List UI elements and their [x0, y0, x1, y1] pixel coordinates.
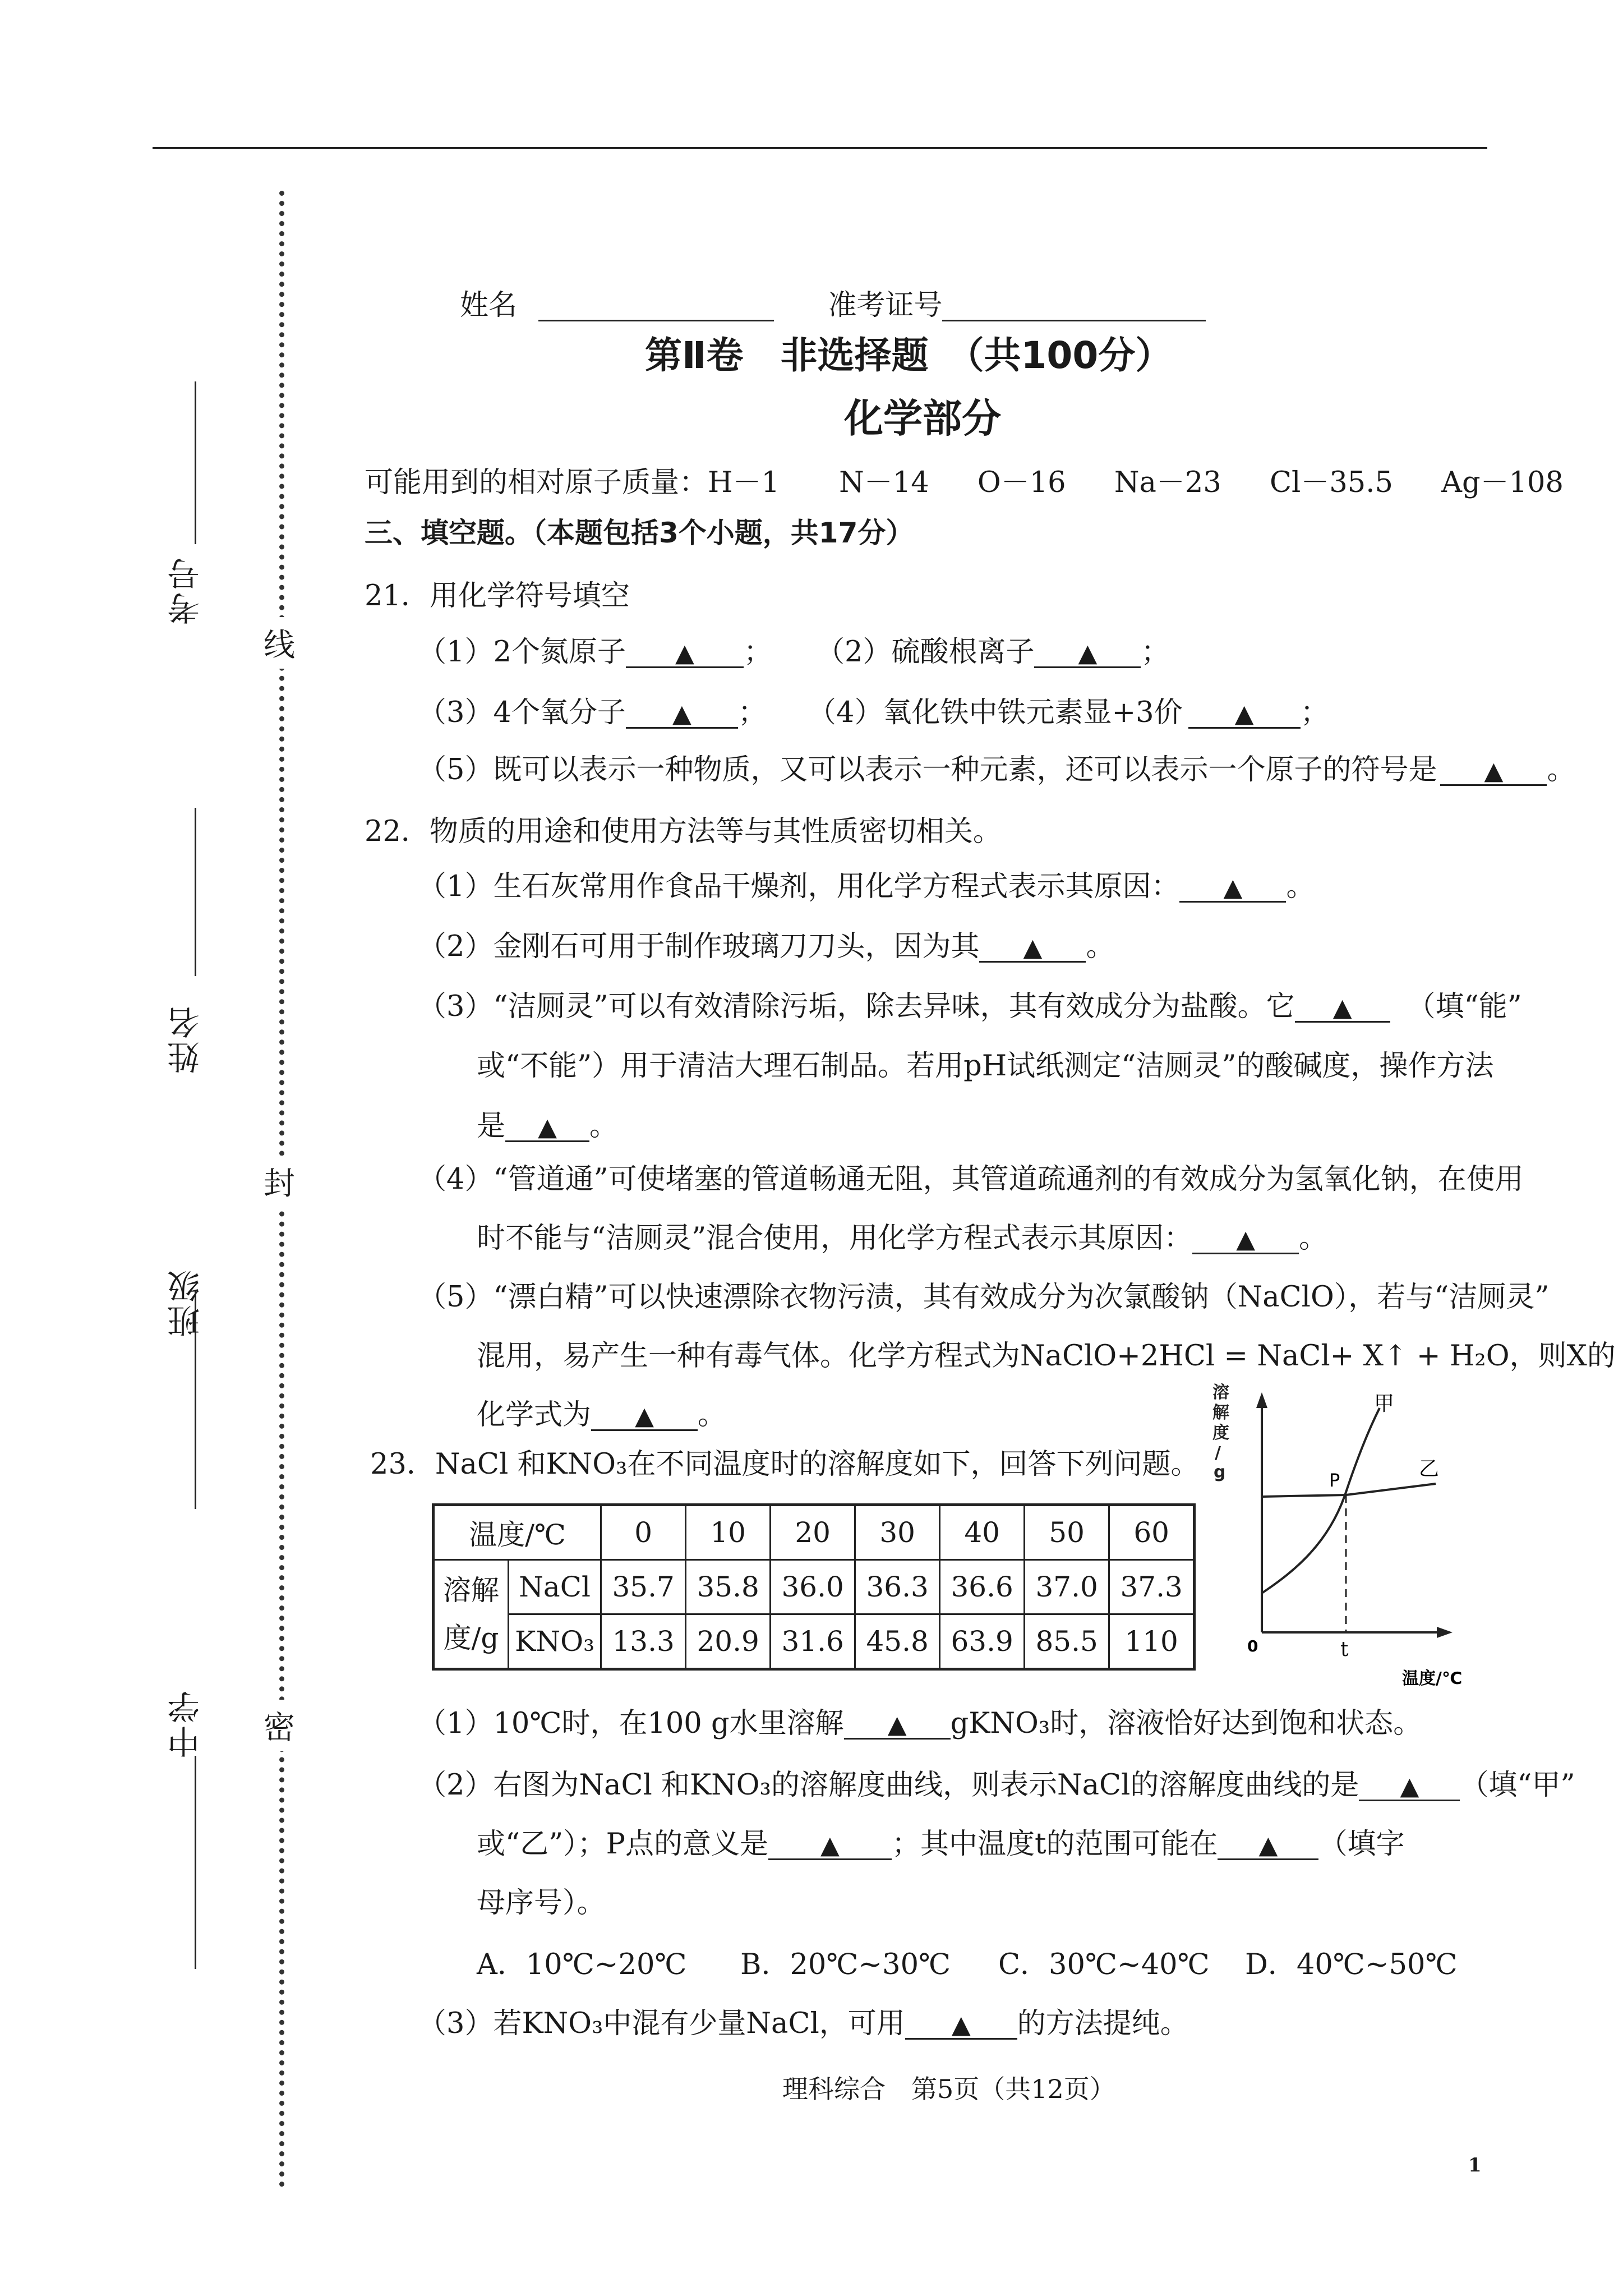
- q23-part2-line2: [477, 1820, 1404, 1862]
- graph-ylabel-char: 解: [1212, 1403, 1229, 1423]
- table-cell: 0: [601, 1505, 686, 1560]
- q23-option-a: A．10℃~20℃: [477, 1948, 687, 1981]
- graph-ylabel-char: /: [1215, 1443, 1221, 1463]
- q22-part2-end: 。: [1086, 930, 1115, 963]
- q23-part2-text-c: 或“乙”）；P点的意义是: [477, 1828, 768, 1861]
- q21-part4-text: （4）氧化铁中铁元素显+3价: [808, 696, 1183, 729]
- table-row-kno3: [434, 1614, 1195, 1669]
- graph-ylabel-char: 度: [1212, 1423, 1229, 1443]
- table-kno3-label: KNO₃: [509, 1614, 601, 1669]
- school-blank: [195, 1756, 196, 1969]
- q22-part3-text-a: （3）“洁厕灵”可以有效清除污垢，除去异味，其有效成分为盐酸。它: [418, 990, 1295, 1023]
- q22-part4-answer[interactable]: [1192, 1224, 1299, 1254]
- q23-part3-text-b: 的方法提纯。: [1017, 2007, 1189, 2040]
- q22-part3-line1: [418, 983, 1522, 1024]
- header-rule: [153, 147, 1487, 149]
- q21-part4-answer[interactable]: [1188, 698, 1301, 729]
- atomic-mass-ag: Ag－108: [1441, 466, 1564, 499]
- table-cell: 20.9: [686, 1614, 771, 1669]
- q21-part5-text: （5）既可以表示一种物质，又可以表示一种元素，还可以表示一个原子的符号是: [418, 753, 1437, 786]
- table-row-label: [434, 1560, 509, 1669]
- q21-part1: [418, 628, 772, 670]
- q23-part3: [418, 2000, 1189, 2041]
- sidebar-class: 班级: [167, 1268, 205, 1337]
- atomic-mass-n: N－14: [839, 466, 929, 499]
- seal-seal-char: 封: [264, 1156, 295, 1207]
- q22-part5-line3: [477, 1391, 726, 1433]
- table-temp-header: 温度/℃: [434, 1505, 601, 1560]
- table-cell: 50: [1025, 1505, 1109, 1560]
- q22-part1-end: 。: [1286, 870, 1315, 903]
- q22-part3-line3: [477, 1102, 618, 1144]
- table-cell: 31.6: [771, 1614, 855, 1669]
- q22-part3-text-b: （填“能”: [1407, 990, 1522, 1023]
- table-cell: 20: [771, 1505, 855, 1560]
- atomic-mass-cl: Cl－35.5: [1270, 466, 1393, 499]
- solubility-graph: [1178, 1380, 1492, 1694]
- q23-part1-text-b: gKNO₃时，溶液恰好达到饱和状态。: [950, 1707, 1422, 1740]
- q23-part3-answer[interactable]: [905, 2009, 1017, 2040]
- table-cell: 13.3: [601, 1614, 686, 1669]
- q23-part2-line1: [418, 1761, 1575, 1803]
- answer-mark-icon: ▲: [1078, 639, 1098, 668]
- atomic-mass-row: [365, 459, 1564, 500]
- q23-part1-answer[interactable]: [844, 1709, 951, 1740]
- seal-secret-char: 密: [264, 1700, 295, 1751]
- answer-mark-icon: ▲: [675, 639, 694, 668]
- q22-part1-answer[interactable]: [1179, 872, 1286, 903]
- graph-origin: 0: [1247, 1637, 1258, 1655]
- sidebar-school: 中学: [167, 1688, 205, 1758]
- q21-part3-answer[interactable]: [626, 698, 738, 729]
- graph-y-arrow-icon: [1256, 1392, 1267, 1408]
- q23-part2-text-d: ；其中温度t的范围可能在: [891, 1828, 1218, 1861]
- q22-part1-text: （1）生石灰常用作食品干燥剂，用化学方程式表示其原因：: [418, 870, 1180, 903]
- q23-option-c: C．30℃~40℃: [998, 1948, 1210, 1981]
- graph-t-label: t: [1340, 1638, 1349, 1661]
- q22-part4-line2: [477, 1214, 1327, 1256]
- q22-part2: [418, 923, 1114, 964]
- q22-part3-line2: 或“不能”）用于清洁大理石制品。若用pH试纸测定“洁厕灵”的酸碱度，操作方法: [477, 1050, 1494, 1083]
- q22-part4-line1: （4）“管道通”可使堵塞的管道畅通无阻，其管道疏通剂的有效成分为氢氧化钠，在使用: [418, 1163, 1524, 1196]
- page-footer: 理科综合 第5页（共12页）: [782, 2074, 1115, 2104]
- q23-part2-line3: 母序号）。: [477, 1887, 606, 1920]
- table-cell: 40: [940, 1505, 1025, 1560]
- graph-label-yi: 乙: [1419, 1457, 1440, 1480]
- q22-part4-end: 。: [1299, 1222, 1328, 1255]
- q22-part5-line1: （5）“漂白精”可以快速漂除衣物污渍，其有效成分为次氯酸钠（NaClO），若与“洁厕灵”: [418, 1281, 1550, 1314]
- answer-mark-icon: ▲: [1258, 1831, 1278, 1860]
- answer-mark-icon: ▲: [887, 1710, 907, 1739]
- table-cell: 37.3: [1109, 1560, 1195, 1614]
- table-cell: 60: [1109, 1505, 1195, 1560]
- atomic-mass-o: O－16: [977, 466, 1066, 499]
- sidebar-name: 姓名: [167, 1004, 205, 1074]
- seal-line-char: 线: [264, 617, 295, 669]
- q21-part1-sep: ；: [743, 636, 772, 669]
- exam-no-label: 准考证号: [828, 289, 943, 322]
- table-cell: 110: [1109, 1614, 1195, 1669]
- answer-mark-icon: ▲: [672, 700, 691, 728]
- q21-part2: [816, 628, 1169, 670]
- q22-part2-text: （2）金刚石可用于制作玻璃刀刀头，因为其: [418, 930, 980, 963]
- q22-part1: [418, 863, 1315, 904]
- answer-mark-icon: ▲: [1223, 873, 1243, 902]
- table-cell: 63.9: [940, 1614, 1025, 1669]
- corner-mark: 1: [1468, 2154, 1482, 2177]
- section3-heading: 三、填空题。（本题包括3个小题，共17分）: [365, 517, 914, 549]
- q22-part3-answer-a[interactable]: [1295, 992, 1390, 1023]
- graph-ylabel-char: g: [1214, 1462, 1226, 1482]
- graph-x-arrow-icon: [1437, 1627, 1453, 1638]
- q23-option-b: B．20℃~30℃: [740, 1948, 951, 1981]
- q21-part3: [418, 689, 767, 730]
- table-cell: 35.8: [686, 1560, 771, 1614]
- row-label-top: 溶解: [443, 1573, 499, 1607]
- q21-stem: 21．用化学符号填空: [365, 579, 630, 613]
- answer-mark-icon: ▲: [1332, 993, 1352, 1022]
- table-cell: 30: [855, 1505, 940, 1560]
- answer-mark-icon: ▲: [820, 1831, 840, 1860]
- q22-part4-text-b: 时不能与“洁厕灵”混合使用，用化学方程式表示其原因：: [477, 1222, 1193, 1255]
- q21-part5: [418, 746, 1575, 788]
- graph-ylabel-char: 溶: [1212, 1383, 1229, 1402]
- subject-title: 化学部分: [844, 395, 1001, 441]
- table-cell: 85.5: [1025, 1614, 1109, 1669]
- graph-curve-jia: [1262, 1408, 1380, 1593]
- name-label: 姓名: [460, 289, 518, 322]
- q21-part3-sep: ；: [737, 696, 767, 729]
- q22-part5-line2: 混用，易产生一种有毒气体。化学方程式为NaClO+2HCl = NaCl+ X↑ + H₂O，则X的: [477, 1340, 1616, 1373]
- answer-mark-icon: ▲: [635, 1402, 654, 1430]
- table-row-nacl: [434, 1560, 1195, 1614]
- q21-part1-answer[interactable]: [626, 638, 744, 668]
- solubility-table: [432, 1503, 1196, 1671]
- section-title: 第Ⅱ卷 非选择题 （共100分）: [645, 334, 1173, 377]
- q22-part5-end: 。: [698, 1398, 727, 1432]
- name-field-row: [460, 282, 1206, 323]
- q21-part2-answer[interactable]: [1034, 638, 1141, 668]
- answer-mark-icon: ▲: [1234, 700, 1254, 728]
- name-field[interactable]: [538, 291, 774, 321]
- table-cell: 35.7: [601, 1560, 686, 1614]
- atomic-mass-h: H－1: [708, 466, 780, 499]
- q23-part2-answer-b[interactable]: [768, 1830, 892, 1860]
- table-header-row: [434, 1505, 1195, 1560]
- q21-part1-text: （1）2个氮原子: [418, 636, 626, 669]
- atomic-mass-label: 可能用到的相对原子质量：: [365, 466, 708, 499]
- q22-part3-end: 。: [589, 1110, 619, 1143]
- answer-mark-icon: ▲: [1023, 933, 1043, 962]
- answer-mark-icon: ▲: [1484, 757, 1504, 785]
- q22-stem: 22．物质的用途和使用方法等与其性质密切相关。: [365, 815, 1002, 848]
- q21-part3-text: （3）4个氧分子: [418, 696, 626, 729]
- q21-part2-sep: ；: [1141, 636, 1170, 669]
- q23-part2-text-b: （填“甲”: [1460, 1769, 1575, 1802]
- table-cell: 36.6: [940, 1560, 1025, 1614]
- table-cell: 36.3: [855, 1560, 940, 1614]
- q22-part2-answer[interactable]: [979, 932, 1086, 963]
- q21-part2-text: （2）硫酸根离子: [816, 636, 1035, 669]
- answer-mark-icon: ▲: [538, 1113, 557, 1142]
- q23-part1: [418, 1700, 1422, 1741]
- q22-part5-text-c: 化学式为: [477, 1398, 592, 1432]
- table-cell: 36.0: [771, 1560, 855, 1614]
- graph-label-jia: 甲: [1374, 1392, 1395, 1415]
- answer-mark-icon: ▲: [951, 2010, 971, 2039]
- q22-part5-answer[interactable]: [591, 1401, 698, 1431]
- q21-part4-sep: ；: [1300, 696, 1329, 729]
- q21-part5-end: 。: [1547, 753, 1576, 786]
- answer-mark-icon: ▲: [1400, 1772, 1419, 1801]
- table-cell: 45.8: [855, 1614, 940, 1669]
- q23-part2-text-a: （2）右图为NaCl 和KNO₃的溶解度曲线，则表示NaCl的溶解度曲线的是: [418, 1769, 1359, 1802]
- sidebar-exam-no: 考号: [167, 555, 205, 625]
- q23-option-d: D．40℃~50℃: [1245, 1948, 1458, 1981]
- q23-part1-text-a: （1）10℃时，在100 g水里溶解: [418, 1707, 844, 1740]
- graph-point-p: P: [1329, 1470, 1340, 1491]
- q21-part4: [808, 689, 1329, 730]
- q23-part2-text-e: （填字: [1318, 1828, 1405, 1861]
- row-label-bottom: 度/g: [443, 1621, 499, 1654]
- atomic-mass-na: Na－23: [1114, 466, 1221, 499]
- q22-part3-text-d: 是: [477, 1110, 506, 1143]
- table-cell: 37.0: [1025, 1560, 1109, 1614]
- q23-part3-text-a: （3）若KNO₃中混有少量NaCl，可用: [418, 2007, 905, 2040]
- q23-part2-answer-c[interactable]: [1218, 1830, 1318, 1860]
- q23-part2-answer-a[interactable]: [1359, 1771, 1460, 1801]
- exam-no-blank: [195, 381, 196, 544]
- q21-part5-answer[interactable]: [1440, 756, 1547, 786]
- table-nacl-label: NaCl: [509, 1560, 601, 1614]
- name-blank: [195, 808, 196, 976]
- q23-stem: 23．NaCl 和KNO₃在不同温度时的溶解度如下，回答下列问题。: [370, 1448, 1200, 1481]
- table-cell: 10: [686, 1505, 771, 1560]
- answer-mark-icon: ▲: [1236, 1225, 1256, 1254]
- q22-part3-answer-b[interactable]: [505, 1112, 589, 1142]
- exam-no-field[interactable]: [942, 291, 1206, 321]
- graph-xlabel: 温度/℃: [1402, 1669, 1463, 1688]
